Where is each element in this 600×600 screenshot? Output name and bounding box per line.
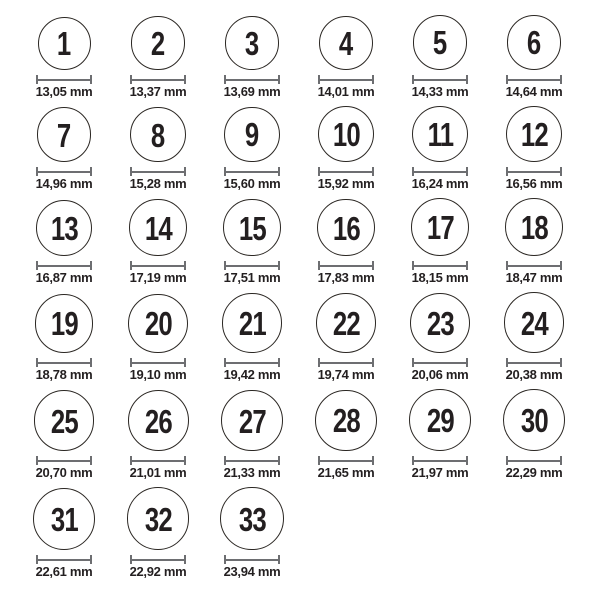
measure-tick-right <box>184 75 186 84</box>
chart-row <box>17 292 600 382</box>
diameter-label: 22,29 mm <box>505 465 563 481</box>
size-number: 32 <box>144 500 172 538</box>
measure-line <box>36 358 92 367</box>
ring-circle <box>36 200 93 257</box>
diameter-label: 15,92 mm <box>317 176 375 192</box>
measure-tick-right <box>90 75 92 84</box>
ring-circle <box>129 199 186 256</box>
measure-line <box>36 261 92 270</box>
size-cell <box>487 15 581 100</box>
measure-bar <box>130 559 186 561</box>
ring-circle <box>504 292 564 352</box>
ring-circle <box>505 198 563 256</box>
measure-line <box>412 456 468 465</box>
size-number: 24 <box>520 304 548 342</box>
measure-bar <box>36 79 92 81</box>
ring-circle <box>37 107 92 162</box>
size-number: 26 <box>144 402 172 440</box>
size-number: 10 <box>332 116 360 154</box>
size-cell <box>17 390 111 481</box>
size-number: 13 <box>50 210 78 248</box>
size-cell <box>299 199 393 287</box>
measure-bar <box>130 171 186 173</box>
diameter-label: 15,28 mm <box>129 176 187 192</box>
measure-bar <box>506 362 562 364</box>
measure-tick-right <box>278 167 280 176</box>
size-cell <box>111 390 205 481</box>
measure-tick-right <box>372 358 374 367</box>
measure-tick-right <box>560 75 562 84</box>
size-number: 1 <box>57 25 71 63</box>
ring-circle <box>412 106 468 162</box>
measure-line <box>36 75 92 84</box>
diameter-label: 14,96 mm <box>35 176 93 192</box>
size-cell <box>205 16 299 100</box>
diameter-label: 23,94 mm <box>223 564 281 580</box>
measure-tick-right <box>90 167 92 176</box>
diameter-label: 16,56 mm <box>505 176 563 192</box>
diameter-label: 14,01 mm <box>317 83 375 99</box>
diameter-label: 21,33 mm <box>223 465 281 481</box>
chart-row <box>17 198 600 286</box>
measure-bar <box>318 171 374 173</box>
diameter-label: 19,42 mm <box>223 366 281 382</box>
measure-bar <box>506 265 562 267</box>
size-number: 17 <box>426 209 454 247</box>
ring-circle <box>316 293 376 353</box>
size-cell <box>17 200 111 287</box>
ring-circle <box>413 15 467 69</box>
size-number: 4 <box>339 24 353 62</box>
measure-bar <box>318 362 374 364</box>
ring-circle <box>315 390 377 452</box>
size-number: 21 <box>238 305 266 343</box>
ring-circle <box>221 390 282 451</box>
measure-bar <box>506 171 562 173</box>
measure-tick-right <box>466 456 468 465</box>
diameter-label: 21,65 mm <box>317 465 375 481</box>
measure-line <box>130 358 186 367</box>
size-number: 3 <box>245 24 259 62</box>
size-cell <box>111 487 205 580</box>
measure-bar <box>224 79 280 81</box>
measure-tick-right <box>560 358 562 367</box>
size-number: 15 <box>238 209 266 247</box>
measure-line <box>224 456 280 465</box>
diameter-label: 19,10 mm <box>129 366 187 382</box>
ring-circle <box>503 389 565 451</box>
ring-circle <box>127 487 190 550</box>
ring-circle <box>409 389 471 451</box>
size-cell <box>299 106 393 192</box>
size-cell <box>111 107 205 192</box>
measure-bar <box>318 79 374 81</box>
ring-circle <box>35 294 94 353</box>
size-cell <box>205 199 299 287</box>
size-cell <box>299 293 393 383</box>
measure-line <box>506 167 562 176</box>
measure-line <box>130 555 186 564</box>
measure-tick-right <box>184 456 186 465</box>
measure-tick-right <box>90 358 92 367</box>
measure-tick-right <box>278 456 280 465</box>
diameter-label: 13,05 mm <box>35 83 93 99</box>
measure-line <box>224 555 280 564</box>
measure-bar <box>224 362 280 364</box>
measure-line <box>506 358 562 367</box>
diameter-label: 14,64 mm <box>505 83 563 99</box>
measure-line <box>224 167 280 176</box>
measure-line <box>412 358 468 367</box>
measure-bar <box>412 265 468 267</box>
measure-tick-right <box>372 456 374 465</box>
ring-circle <box>507 15 562 70</box>
diameter-label: 17,19 mm <box>129 270 187 286</box>
measure-tick-right <box>466 358 468 367</box>
measure-line <box>412 75 468 84</box>
chart-row <box>17 487 600 580</box>
measure-line <box>36 167 92 176</box>
ring-circle <box>34 390 95 451</box>
size-cell <box>111 16 205 99</box>
measure-tick-right <box>90 261 92 270</box>
ring-circle <box>317 199 375 257</box>
ring-circle <box>410 293 470 353</box>
size-cell <box>393 15 487 99</box>
measure-tick-right <box>466 75 468 84</box>
size-cell <box>17 17 111 100</box>
ring-circle <box>128 390 189 451</box>
measure-line <box>130 75 186 84</box>
size-cell <box>393 198 487 286</box>
chart-row <box>17 389 600 481</box>
ring-circle <box>131 16 184 69</box>
measure-bar <box>412 460 468 462</box>
size-cell <box>17 107 111 192</box>
diameter-label: 16,87 mm <box>35 270 93 286</box>
measure-line <box>224 358 280 367</box>
diameter-label: 20,06 mm <box>411 366 469 382</box>
ring-circle <box>411 198 469 256</box>
measure-line <box>130 167 186 176</box>
diameter-label: 13,37 mm <box>129 83 187 99</box>
measure-bar <box>130 79 186 81</box>
measure-tick-right <box>184 555 186 564</box>
measure-bar <box>130 362 186 364</box>
ring-circle <box>222 293 281 352</box>
size-number: 33 <box>238 500 266 538</box>
measure-bar <box>224 265 280 267</box>
size-number: 2 <box>151 24 165 62</box>
measure-line <box>318 456 374 465</box>
size-cell <box>17 488 111 581</box>
measure-bar <box>224 559 280 561</box>
diameter-label: 14,33 mm <box>411 83 469 99</box>
measure-bar <box>36 171 92 173</box>
measure-line <box>318 167 374 176</box>
measure-tick-right <box>278 75 280 84</box>
measure-tick-right <box>372 261 374 270</box>
size-number: 28 <box>332 402 360 440</box>
size-number: 9 <box>245 116 259 154</box>
size-cell <box>299 16 393 100</box>
ring-circle <box>223 199 281 257</box>
measure-bar <box>36 265 92 267</box>
diameter-label: 13,69 mm <box>223 83 281 99</box>
measure-tick-right <box>184 167 186 176</box>
measure-line <box>36 555 92 564</box>
measure-bar <box>224 171 280 173</box>
measure-bar <box>130 265 186 267</box>
measure-bar <box>224 460 280 462</box>
measure-bar <box>318 265 374 267</box>
measure-line <box>412 261 468 270</box>
diameter-label: 16,24 mm <box>411 176 469 192</box>
measure-bar <box>130 460 186 462</box>
measure-line <box>318 75 374 84</box>
size-number: 6 <box>527 24 541 62</box>
diameter-label: 19,74 mm <box>317 366 375 382</box>
measure-bar <box>412 79 468 81</box>
size-number: 20 <box>144 305 172 343</box>
ring-circle <box>318 106 374 162</box>
size-cell <box>393 293 487 383</box>
chart-row <box>17 15 600 100</box>
measure-tick-right <box>466 261 468 270</box>
size-cell <box>17 294 111 383</box>
size-cell <box>299 390 393 482</box>
size-number: 25 <box>50 402 78 440</box>
size-number: 22 <box>332 305 360 343</box>
size-cell <box>205 487 299 580</box>
ring-circle <box>220 487 283 550</box>
measure-line <box>506 456 562 465</box>
measure-line <box>506 75 562 84</box>
diameter-label: 17,51 mm <box>223 270 281 286</box>
size-cell <box>393 106 487 192</box>
measure-line <box>412 167 468 176</box>
size-cell <box>393 389 487 481</box>
ring-circle <box>128 294 187 353</box>
size-cell <box>205 293 299 382</box>
size-cell <box>487 106 581 193</box>
ring-circle <box>319 16 373 70</box>
ring-circle <box>130 107 185 162</box>
diameter-label: 21,97 mm <box>411 465 469 481</box>
measure-tick-right <box>560 456 562 465</box>
measure-bar <box>506 79 562 81</box>
measure-tick-right <box>278 555 280 564</box>
measure-tick-right <box>560 167 562 176</box>
measure-line <box>224 75 280 84</box>
ring-circle <box>224 107 280 163</box>
measure-bar <box>318 460 374 462</box>
measure-tick-right <box>560 261 562 270</box>
measure-bar <box>36 460 92 462</box>
size-number: 29 <box>426 402 454 440</box>
measure-tick-right <box>90 456 92 465</box>
measure-bar <box>506 460 562 462</box>
measure-bar <box>412 362 468 364</box>
measure-line <box>224 261 280 270</box>
size-number: 14 <box>144 209 172 247</box>
size-cell <box>205 390 299 481</box>
measure-line <box>318 261 374 270</box>
size-number: 31 <box>50 501 78 539</box>
size-number: 12 <box>520 115 548 153</box>
measure-tick-right <box>372 75 374 84</box>
diameter-label: 22,61 mm <box>35 564 93 580</box>
size-number: 27 <box>238 402 266 440</box>
size-number: 8 <box>151 116 165 154</box>
measure-bar <box>412 171 468 173</box>
size-number: 30 <box>520 402 548 440</box>
ring-circle <box>225 16 279 70</box>
size-cell <box>111 199 205 286</box>
size-number: 18 <box>520 209 548 247</box>
measure-tick-right <box>184 261 186 270</box>
ring-circle <box>33 488 96 551</box>
measure-tick-right <box>278 261 280 270</box>
measure-tick-right <box>278 358 280 367</box>
measure-tick-right <box>466 167 468 176</box>
measure-tick-right <box>90 555 92 564</box>
measure-line <box>36 456 92 465</box>
size-number: 19 <box>50 305 78 343</box>
chart-row <box>17 106 600 193</box>
diameter-label: 21,01 mm <box>129 465 187 481</box>
diameter-label: 17,83 mm <box>317 270 375 286</box>
size-cell <box>111 294 205 383</box>
measure-line <box>318 358 374 367</box>
measure-tick-right <box>184 358 186 367</box>
diameter-label: 18,47 mm <box>505 270 563 286</box>
size-number: 23 <box>426 304 454 342</box>
diameter-label: 15,60 mm <box>223 176 281 192</box>
measure-bar <box>36 559 92 561</box>
measure-line <box>130 261 186 270</box>
measure-line <box>506 261 562 270</box>
size-number: 16 <box>332 209 360 247</box>
diameter-label: 22,92 mm <box>129 564 187 580</box>
size-cell <box>487 198 581 286</box>
size-number: 7 <box>57 116 71 154</box>
diameter-label: 18,15 mm <box>411 270 469 286</box>
measure-bar <box>36 362 92 364</box>
diameter-label: 18,78 mm <box>35 366 93 382</box>
size-cell <box>487 292 581 382</box>
diameter-label: 20,70 mm <box>35 465 93 481</box>
measure-line <box>130 456 186 465</box>
ring-circle <box>38 17 91 70</box>
ring-circle <box>506 106 563 163</box>
diameter-label: 20,38 mm <box>505 366 563 382</box>
size-cell <box>487 389 581 481</box>
size-cell <box>205 107 299 193</box>
size-number: 11 <box>427 116 453 153</box>
size-number: 5 <box>433 24 447 62</box>
measure-tick-right <box>372 167 374 176</box>
